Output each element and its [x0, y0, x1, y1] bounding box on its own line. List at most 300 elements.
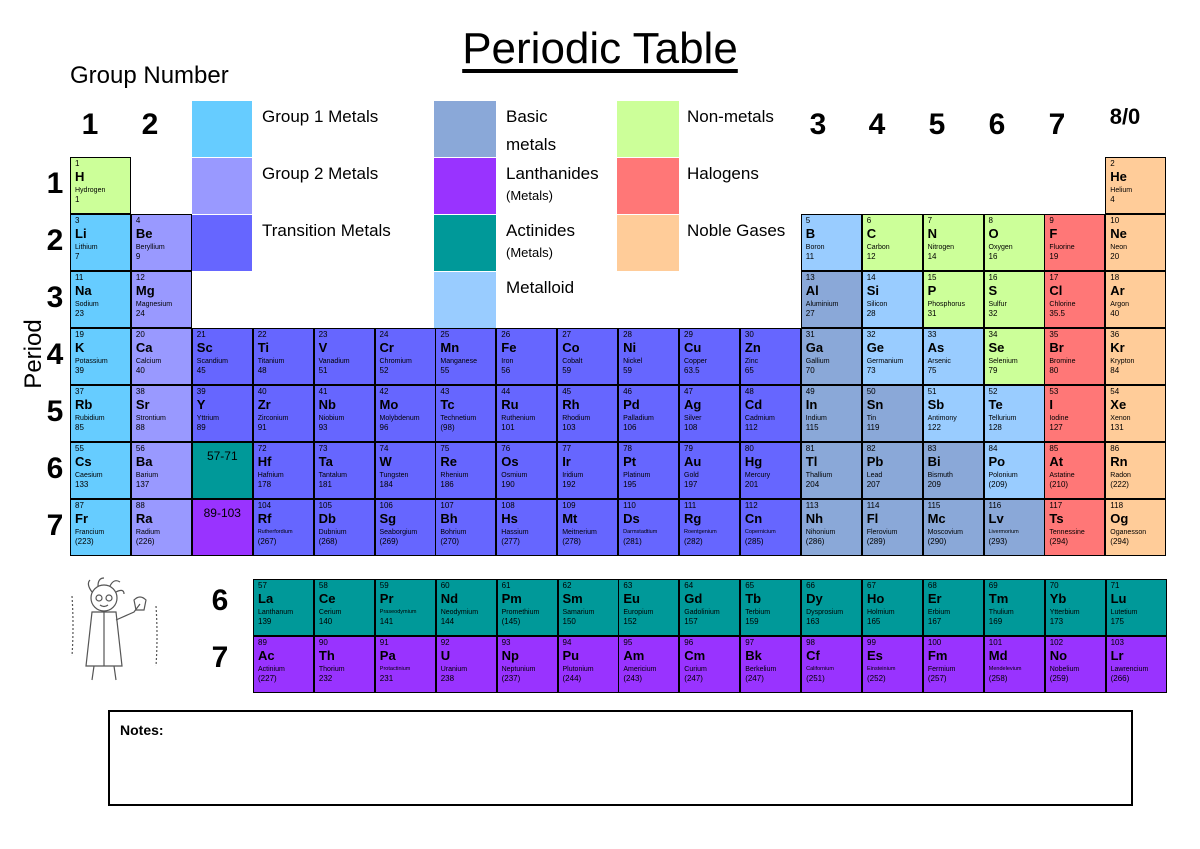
element-cell-es[interactable]: [862, 636, 923, 693]
atomic-number: 48: [744, 387, 754, 396]
group-number: 8/0: [1109, 104, 1141, 129]
element-cell-ru[interactable]: [496, 385, 557, 442]
period-number: 2: [46, 224, 64, 257]
element-cell-ar[interactable]: [1105, 271, 1166, 328]
element-cell-tc[interactable]: [435, 385, 496, 442]
element-cell-ac[interactable]: [253, 636, 314, 693]
element-cell-cm[interactable]: [679, 636, 740, 693]
atomic-number: 34: [988, 330, 998, 339]
legend-label-metalloid: Metalloid: [506, 278, 575, 297]
element-symbol: No: [1049, 648, 1068, 663]
element-cell-ho[interactable]: [862, 579, 923, 636]
atomic-mass: 127: [1049, 423, 1063, 432]
atomic-mass: 91: [257, 423, 267, 432]
element-cell-cl[interactable]: [1044, 271, 1105, 328]
atomic-mass: (247): [745, 674, 764, 683]
element-cell-k[interactable]: [70, 328, 131, 385]
element-name: Rhodium: [562, 415, 591, 422]
atomic-number: 82: [866, 444, 876, 453]
atomic-number: 3: [75, 216, 80, 225]
element-cell-se[interactable]: [984, 328, 1045, 385]
element-cell-os[interactable]: [496, 442, 557, 499]
element-symbol: Ba: [135, 454, 153, 469]
element-cell-fl[interactable]: [862, 499, 923, 556]
element-symbol: Cs: [75, 454, 92, 469]
element-symbol: Ho: [867, 591, 885, 606]
atomic-mass: 32: [988, 309, 998, 318]
element-cell-mo[interactable]: [375, 385, 436, 442]
element-cell-xe[interactable]: [1105, 385, 1166, 442]
element-cell-i[interactable]: [1044, 385, 1105, 442]
element-cell-sn[interactable]: [862, 385, 923, 442]
element-cell-hs[interactable]: [496, 499, 557, 556]
fblock-period-number: 6: [211, 584, 229, 617]
atomic-mass: (243): [623, 674, 643, 683]
element-name: Gadolinium: [684, 609, 720, 616]
atomic-mass: 52: [379, 366, 389, 375]
element-name: Curium: [684, 666, 707, 673]
element-cell-po[interactable]: [984, 442, 1045, 499]
element-symbol: Si: [866, 283, 879, 298]
element-cell-ag[interactable]: [679, 385, 740, 442]
atomic-mass: 40: [1110, 309, 1120, 318]
element-cell-ge[interactable]: [862, 328, 923, 385]
element-cell-sc[interactable]: [192, 328, 253, 385]
atomic-number: 81: [805, 444, 815, 453]
atomic-number: 36: [1110, 330, 1120, 339]
element-cell-tb[interactable]: [740, 579, 801, 636]
element-cell-p[interactable]: [923, 271, 984, 328]
element-cell-lr[interactable]: [1106, 636, 1167, 693]
element-cell-kr[interactable]: [1105, 328, 1166, 385]
atomic-mass: 63.5: [684, 366, 700, 375]
element-cell-nb[interactable]: [314, 385, 375, 442]
atomic-number: 92: [440, 638, 450, 647]
atomic-mass: 9: [135, 252, 141, 261]
atomic-mass: 28: [866, 309, 876, 318]
atomic-mass: 204: [805, 480, 820, 489]
element-symbol: Sb: [927, 397, 945, 412]
element-name: Darmstadtium: [623, 529, 658, 535]
element-cell-at[interactable]: [1044, 442, 1105, 499]
element-name: Bromine: [1049, 358, 1076, 365]
element-cell-hf[interactable]: [253, 442, 314, 499]
element-symbol: Pb: [866, 454, 884, 469]
atomic-mass: 144: [440, 617, 455, 626]
atomic-mass: (223): [75, 537, 94, 546]
element-cell-er[interactable]: [923, 579, 984, 636]
element-symbol: Lv: [988, 511, 1004, 526]
element-cell-og[interactable]: [1105, 499, 1166, 556]
element-cell-ds[interactable]: [618, 499, 679, 556]
element-symbol: Nd: [440, 591, 459, 606]
element-cell-zn[interactable]: [740, 328, 801, 385]
element-name: Flerovium: [866, 529, 898, 536]
element-cell-tl[interactable]: [801, 442, 862, 499]
element-cell-np[interactable]: [497, 636, 558, 693]
atomic-number: 66: [806, 581, 815, 590]
element-name: Hafnium: [257, 472, 284, 479]
atomic-mass: (269): [379, 537, 399, 546]
element-cell-rg[interactable]: [679, 499, 740, 556]
atomic-mass: 108: [684, 423, 698, 432]
element-name: Berkelium: [745, 666, 777, 673]
element-name: Francium: [75, 529, 105, 536]
atomic-number: 86: [1110, 444, 1120, 453]
atomic-mass: (268): [318, 537, 338, 546]
element-symbol: Tl: [805, 454, 818, 469]
atomic-mass: 20: [1110, 252, 1120, 261]
atomic-mass: 140: [318, 617, 333, 626]
group-number: 6: [988, 108, 1006, 141]
element-cell-ra[interactable]: [131, 499, 192, 556]
element-symbol: Sm: [562, 591, 583, 606]
element-cell-pm[interactable]: [497, 579, 558, 636]
element-cell-cs[interactable]: [70, 442, 131, 499]
atomic-number: 72: [257, 444, 267, 453]
atomic-number: 24: [379, 330, 389, 339]
element-cell-sr[interactable]: [131, 385, 192, 442]
element-cell-mc[interactable]: [923, 499, 984, 556]
atomic-mass: 24: [135, 309, 145, 318]
element-name: Roentgenium: [684, 529, 717, 535]
atomic-mass: 141: [379, 617, 394, 626]
element-name: Livermorium: [988, 529, 1019, 535]
atomic-number: 110: [623, 501, 636, 510]
element-cell-co[interactable]: [557, 328, 618, 385]
element-name: Tin: [866, 415, 877, 422]
element-cell-md[interactable]: [984, 636, 1045, 693]
element-cell-f[interactable]: [1044, 214, 1105, 271]
element-cell-cf[interactable]: [801, 636, 862, 693]
element-cell-th[interactable]: [314, 636, 375, 693]
element-symbol: Au: [684, 454, 702, 469]
atomic-number: 117: [1049, 501, 1063, 510]
element-cell-zr[interactable]: [253, 385, 314, 442]
atomic-number: 45: [562, 387, 572, 396]
atomic-mass: (210): [1049, 480, 1069, 489]
element-cell-si[interactable]: [862, 271, 923, 328]
atomic-number: 35: [1049, 330, 1059, 339]
element-name: Nihonium: [805, 529, 836, 536]
atomic-mass: 169: [988, 617, 1003, 626]
element-cell-s[interactable]: [984, 271, 1045, 328]
element-cell-sg[interactable]: [375, 499, 436, 556]
atomic-mass: (267): [257, 537, 277, 546]
element-symbol: Se: [988, 340, 1005, 355]
element-cell-rn[interactable]: [1105, 442, 1166, 499]
group-number: 7: [1048, 108, 1066, 141]
atomic-mass: 157: [684, 617, 698, 626]
element-cell-v[interactable]: [314, 328, 375, 385]
atomic-mass: 106: [623, 423, 637, 432]
element-cell-be[interactable]: [131, 214, 192, 271]
element-cell-ir[interactable]: [557, 442, 618, 499]
element-cell-ni[interactable]: [618, 328, 679, 385]
element-symbol: Re: [440, 454, 458, 469]
atomic-mass: 184: [379, 480, 393, 489]
element-name: Lawrencium: [1110, 666, 1149, 673]
element-cell-br[interactable]: [1044, 328, 1105, 385]
element-cell-h[interactable]: [70, 157, 131, 214]
element-symbol: Xe: [1110, 397, 1127, 412]
atomic-mass: 137: [135, 480, 150, 489]
element-cell-ce[interactable]: [314, 579, 375, 636]
atomic-mass: 207: [866, 480, 881, 489]
atomic-number: 39: [196, 387, 206, 396]
element-cell-hg[interactable]: [740, 442, 801, 499]
atomic-mass: 70: [805, 366, 815, 375]
atomic-number: 6: [866, 216, 872, 225]
legend-swatch-basic: [434, 101, 496, 157]
atomic-mass: 201: [744, 480, 759, 489]
element-cell-in[interactable]: [801, 385, 862, 442]
element-name: Silicon: [866, 301, 888, 308]
element-cell-pb[interactable]: [862, 442, 923, 499]
element-cell-ta[interactable]: [314, 442, 375, 499]
atomic-mass: (294): [1049, 537, 1069, 546]
atomic-number: 10: [1110, 216, 1120, 225]
atomic-number: 37: [75, 387, 84, 396]
atomic-mass: 150: [562, 617, 576, 626]
legend-label-noble: Noble Gases: [687, 221, 786, 240]
atomic-number: 61: [501, 581, 511, 590]
atomic-number: 63: [623, 581, 633, 590]
atomic-mass: 103: [562, 423, 576, 432]
element-name: Yttrium: [196, 415, 219, 422]
element-cell-nh[interactable]: [801, 499, 862, 556]
group-number-heading: Group Number: [70, 62, 229, 89]
element-cell-li[interactable]: [70, 214, 131, 271]
element-cell-la[interactable]: [253, 579, 314, 636]
atomic-number: 105: [318, 501, 332, 510]
atomic-mass: 51: [318, 366, 328, 375]
element-cell-cd[interactable]: [740, 385, 801, 442]
element-name: Potassium: [75, 358, 108, 365]
atomic-mass: (282): [684, 537, 703, 546]
atomic-mass: 238: [440, 674, 455, 683]
element-cell-cu[interactable]: [679, 328, 740, 385]
element-cell-b[interactable]: [801, 214, 862, 271]
element-symbol: Rb: [75, 397, 93, 412]
element-cell-nd[interactable]: [436, 579, 497, 636]
element-cell-pa[interactable]: [375, 636, 436, 693]
element-symbol: Tm: [988, 591, 1009, 606]
element-cell-sm[interactable]: [558, 579, 619, 636]
element-name: Tellurium: [988, 415, 1017, 422]
atomic-mass: 178: [257, 480, 272, 489]
atomic-number: 94: [562, 638, 572, 647]
element-cell-ba[interactable]: [131, 442, 192, 499]
element-cell-al[interactable]: [801, 271, 862, 328]
element-cell-yb[interactable]: [1045, 579, 1106, 636]
element-cell-ne[interactable]: [1105, 214, 1166, 271]
actinide-range-cell[interactable]: 89-103: [192, 499, 253, 556]
element-cell-sb[interactable]: [923, 385, 984, 442]
atomic-number: 43: [440, 387, 450, 396]
legend-swatch-nonmetal: [617, 101, 679, 157]
element-symbol: C: [866, 226, 877, 241]
element-cell-am[interactable]: [618, 636, 679, 693]
legend-label-alkali: Group 1 Metals: [262, 107, 379, 126]
element-name: Plutonium: [562, 666, 594, 673]
atomic-number: 98: [806, 638, 815, 647]
element-cell-ca[interactable]: [131, 328, 192, 385]
element-name: Chlorine: [1049, 301, 1076, 308]
element-cell-rh[interactable]: [557, 385, 618, 442]
legend-sub-lanthanide: (Metals): [506, 188, 553, 203]
element-name: Americium: [623, 666, 657, 673]
element-cell-bk[interactable]: [740, 636, 801, 693]
element-name: Scandium: [196, 358, 228, 365]
atomic-mass: 84: [1110, 366, 1120, 375]
element-cell-as[interactable]: [923, 328, 984, 385]
element-cell-eu[interactable]: [618, 579, 679, 636]
atomic-number: 87: [75, 501, 84, 510]
element-cell-bi[interactable]: [923, 442, 984, 499]
element-cell-db[interactable]: [314, 499, 375, 556]
element-cell-ts[interactable]: [1044, 499, 1105, 556]
element-symbol: Ir: [562, 454, 571, 469]
element-name: Meitnerium: [562, 529, 597, 536]
element-cell-c[interactable]: [862, 214, 923, 271]
element-cell-mg[interactable]: [131, 271, 192, 328]
element-cell-pu[interactable]: [558, 636, 619, 693]
notes-label: Notes:: [120, 722, 164, 738]
element-name: Rhenium: [440, 472, 469, 479]
atomic-number: 31: [805, 330, 815, 339]
lanthanide-range-cell[interactable]: 57-71: [192, 442, 253, 499]
element-cell-lu[interactable]: [1106, 579, 1167, 636]
element-name: Tennessine: [1049, 529, 1085, 536]
element-name: Rutherfordium: [257, 529, 293, 535]
atomic-mass: 75: [927, 366, 937, 375]
atomic-mass: (247): [684, 674, 703, 683]
element-cell-n[interactable]: [923, 214, 984, 271]
element-cell-ti[interactable]: [253, 328, 314, 385]
element-cell-lv[interactable]: [984, 499, 1045, 556]
element-symbol: F: [1049, 226, 1058, 241]
atomic-number: 108: [501, 501, 515, 510]
element-symbol: Ar: [1110, 283, 1125, 298]
element-symbol: Bh: [440, 511, 458, 526]
element-cell-rb[interactable]: [70, 385, 131, 442]
legend-swatch-actinide: [434, 215, 496, 271]
atomic-mass: 11: [805, 252, 815, 261]
atomic-mass: 89: [196, 423, 206, 432]
element-symbol: Es: [867, 648, 883, 663]
element-cell-he[interactable]: [1105, 157, 1166, 214]
element-symbol: Tc: [440, 397, 455, 412]
atomic-mass: 80: [1049, 366, 1059, 375]
element-symbol: V: [318, 340, 328, 355]
element-cell-no[interactable]: [1045, 636, 1106, 693]
element-cell-pt[interactable]: [618, 442, 679, 499]
element-cell-pr[interactable]: [375, 579, 436, 636]
element-name: Strontium: [135, 415, 166, 422]
legend-swatch-metalloid: [434, 272, 496, 328]
element-cell-rf[interactable]: [253, 499, 314, 556]
element-name: Europium: [623, 609, 654, 616]
atomic-number: 32: [866, 330, 876, 339]
element-name: Helium: [1110, 187, 1133, 194]
element-name: Mercury: [744, 472, 771, 479]
element-cell-au[interactable]: [679, 442, 740, 499]
atomic-mass: 96: [379, 423, 389, 432]
element-cell-re[interactable]: [435, 442, 496, 499]
element-name: Magnesium: [135, 301, 173, 308]
element-cell-na[interactable]: [70, 271, 131, 328]
atomic-mass: 85: [75, 423, 84, 432]
element-cell-bh[interactable]: [435, 499, 496, 556]
atomic-mass: 192: [562, 480, 576, 489]
atomic-mass: 48: [257, 366, 267, 375]
element-name: Polonium: [988, 472, 1018, 479]
element-cell-tm[interactable]: [984, 579, 1045, 636]
element-symbol: Db: [318, 511, 336, 526]
element-cell-pd[interactable]: [618, 385, 679, 442]
element-name: Erbium: [927, 609, 951, 616]
element-name: Neptunium: [501, 666, 536, 673]
atomic-number: 70: [1049, 581, 1059, 590]
element-cell-o[interactable]: [984, 214, 1045, 271]
element-symbol: Be: [135, 226, 153, 241]
element-cell-w[interactable]: [375, 442, 436, 499]
element-cell-fr[interactable]: [70, 499, 131, 556]
element-cell-mn[interactable]: [435, 328, 496, 385]
atomic-mass: (227): [258, 674, 277, 683]
element-name: Carbon: [866, 244, 890, 251]
page-title: Periodic Table: [462, 24, 738, 73]
element-symbol: Th: [318, 648, 335, 663]
element-name: Lanthanum: [258, 609, 294, 616]
atomic-number: 101: [988, 638, 1003, 647]
element-symbol: Al: [805, 283, 819, 298]
atomic-mass: 115: [805, 423, 819, 432]
atomic-mass: (237): [501, 674, 521, 683]
element-cell-te[interactable]: [984, 385, 1045, 442]
element-cell-cr[interactable]: [375, 328, 436, 385]
atomic-number: 53: [1049, 387, 1059, 396]
atomic-number: 67: [867, 581, 876, 590]
atomic-number: 11: [75, 273, 84, 282]
notes-box[interactable]: [108, 710, 1133, 806]
element-cell-gd[interactable]: [679, 579, 740, 636]
element-symbol: N: [927, 226, 937, 241]
element-cell-mt[interactable]: [557, 499, 618, 556]
element-cell-dy[interactable]: [801, 579, 862, 636]
legend-label-actinide: Actinides: [506, 221, 575, 240]
element-cell-fe[interactable]: [496, 328, 557, 385]
element-cell-fm[interactable]: [923, 636, 984, 693]
element-cell-ga[interactable]: [801, 328, 862, 385]
legend-swatch-alkali: [192, 101, 252, 157]
period-number: 6: [46, 452, 64, 485]
element-symbol: Ts: [1049, 511, 1064, 526]
atomic-mass: 152: [623, 617, 637, 626]
element-cell-y[interactable]: [192, 385, 253, 442]
element-symbol: Ti: [257, 340, 270, 355]
atomic-mass: (294): [1110, 537, 1129, 546]
element-name: Iridium: [562, 472, 584, 479]
legend-label-alkaline: Group 2 Metals: [262, 164, 379, 183]
atomic-mass: 65: [744, 366, 754, 375]
atomic-mass: 175: [1110, 617, 1124, 626]
element-cell-cn[interactable]: [740, 499, 801, 556]
element-symbol: Rf: [257, 511, 272, 526]
element-cell-u[interactable]: [436, 636, 497, 693]
element-name: Promethium: [501, 609, 540, 616]
